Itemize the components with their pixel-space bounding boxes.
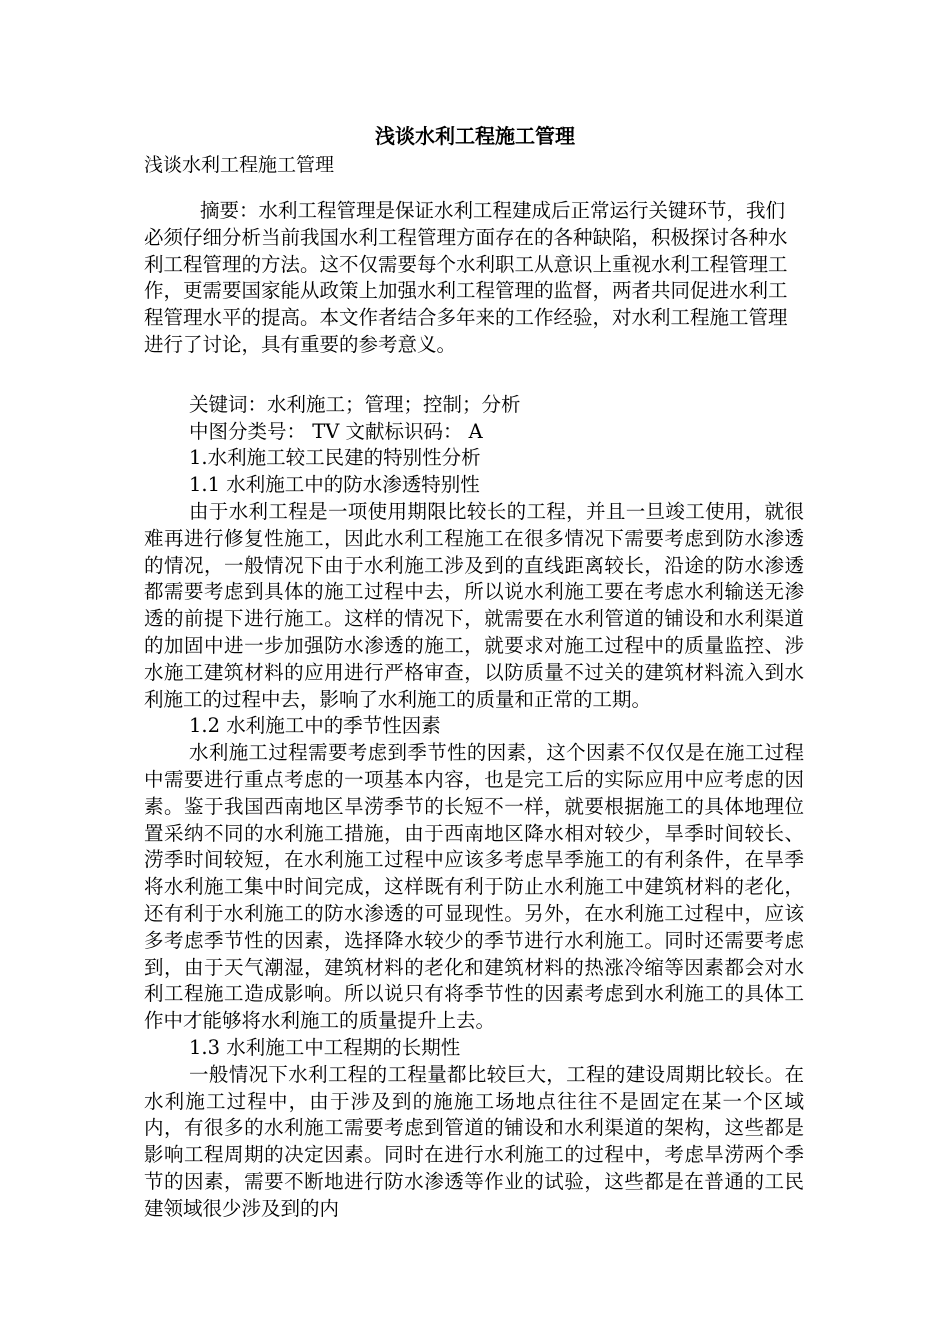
paragraph-1-3: 一般情况下水利工程的工程量都比较巨大，工程的建设周期比较长。在水利施工过程中，由于涉及到的施施工场地点往往不是固定在某一个区域内，有很多的水利施工需要考虑到管道的铺设和水利渠道的架构，这些都是影响工程周期的决定因素。同时在进行水利施工的过程中，考虑旱涝两个季节的因素，需要不断地进行防水渗透等作业的试验，这些都是在普通的工民建领域很少涉及到的内 <box>144 1062 804 1220</box>
section-heading-1-1: 1.1 水利施工中的防水渗透特别性 <box>189 473 480 497</box>
classification-line: 中图分类号： TV 文献标识码： A <box>189 419 483 443</box>
section-heading-1: 1.水利施工较工民建的特别性分析 <box>189 446 481 470</box>
spacer <box>144 359 804 392</box>
document-title: 浅谈水利工程施工管理 <box>375 124 575 148</box>
paragraph-1-1: 由于水利工程是一项使用期限比较长的工程，并且一旦竣工使用，就很难再进行修复性施工，因此水利工程施工在很多情况下需要考虑到防水渗透的情况，一般情况下由于水利施工涉及到的直线距离较长，沿途的防水渗透都需要考虑到具体的施工过程中去，所以说水利施工要在考虑水利输送无渗透的前提下进行施工。这样的情况下，就需要在水利管道的铺设和水利渠道的加固中进一步加强防水渗透的施工，就要求对施工过程中的质量监控、涉水施工建筑材料的应用进行严格审查，以防质量不过关的建筑材料流入到水利施工的过程中去，影响了水利施工的质量和正常的工期。 <box>144 499 804 711</box>
section-heading-1-3: 1.3 水利施工中工程期的长期性 <box>189 1035 461 1059</box>
document-body <box>144 198 804 1222</box>
paragraph-1-2: 水利施工过程需要考虑到季节性的因素，这个因素不仅仅是在施工过程中需要进行重点考虑的一项基本内容，也是完工后的实际应用中应考虑的因素。鉴于我国西南地区旱涝季节的长短不一样，就要根据施工的具体地理位置采纳不同的水利施工措施，由于西南地区降水相对较少，旱季时间较长、涝季时间较短，在水利施工过程中应该多考虑旱季施工的有利条件，在旱季将水利施工集中时间完成，这样既有利于防止水利施工中建筑材料的老化，还有利于水利施工的防水渗透的可显现性。另外，在水利施工过程中，应该多考虑季节性的因素，选择降水较少的季节进行水利施工。同时还需要考虑到，由于天气潮湿，建筑材料的老化和建筑材料的热涨冷缩等因素都会对水利工程施工造成影响。所以说只有将季节性的因素考虑到水利施工的具体工作中才能够将水利施工的质量提升上去。 <box>144 741 804 1033</box>
keywords-line: 关键词：水利施工；管理；控制；分析 <box>189 392 521 416</box>
abstract-paragraph: 摘要：水利工程管理是保证水利工程建成后正常运行关键环节，我们必须仔细分析当前我国水利工程管理方面存在的各种缺陷，积极探讨各种水利工程管理的方法。这不仅需要每个水利职工从意识上重视水利工程管理工作，更需要国家能从政策上加强水利工程管理的监督，两者共同促进水利工程管理水平的提高。本文作者结合多年来的工作经验，对水利工程施工管理进行了讨论，具有重要的参考意义。 <box>144 199 788 356</box>
section-heading-1-2: 1.2 水利施工中的季节性因素 <box>189 714 441 738</box>
document-subtitle: 浅谈水利工程施工管理 <box>144 154 335 176</box>
